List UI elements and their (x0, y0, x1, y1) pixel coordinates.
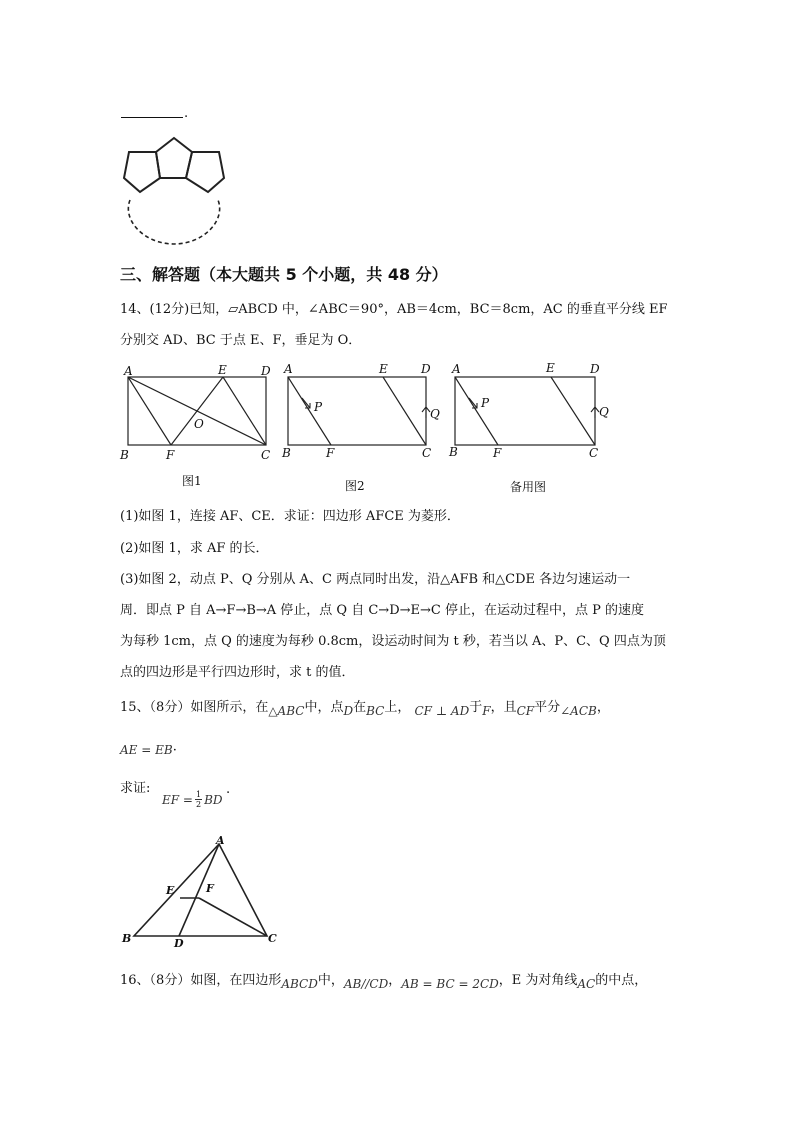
fig1-label-b: B (120, 448, 129, 462)
fig3-label-c: C (589, 446, 599, 460)
q14-sub1: (1)如图 1，连接 AF、CE．求证：四边形 AFCE 为菱形． (120, 509, 460, 524)
fig2-q-arrow-icon (422, 407, 430, 418)
fig2-label-b: B (282, 446, 291, 460)
fig3-label-a: A (452, 362, 461, 376)
q14-sub3-line3: 为每秒 1cm，点 Q 的速度为每秒 0.8cm，设运动时间为 t 秒，若当以 A、P、C、Q 四点为顶 (120, 634, 666, 649)
fig2-label-q: Q (430, 407, 440, 421)
fig3-segment-ec (551, 377, 595, 445)
q15-label-b: B (122, 932, 132, 945)
fig2-label-a: A (284, 362, 293, 376)
q14-line1: 14、(12分)已知，▱ABCD 中，∠ABC＝90°，AB＝4cm，BC＝8cm，AC 的垂直平分线 EF (120, 302, 668, 317)
q15-text-zai: 在 (353, 700, 367, 715)
q15-label-a: A (216, 834, 225, 847)
q15-text-qie: ，且 (490, 700, 517, 715)
q15-triangle-figure (112, 832, 292, 950)
section-3-title: 三、解答题（本大题共 5 个小题，共 48 分） (120, 265, 448, 284)
q15-text-yu: 于 (469, 700, 483, 715)
dashed-arc (128, 200, 219, 244)
q15-text-pingfen: 平分 (534, 700, 561, 715)
fig1-segment-ef (171, 377, 223, 445)
fig3-label-d: D (590, 362, 600, 376)
q14-sub3-line4: 点的四边形是平行四边形时，求 t 的值． (120, 665, 355, 680)
q15-math-f: F (482, 704, 491, 718)
answer-blank-line (121, 117, 183, 118)
fig2-label-f: F (326, 446, 335, 460)
fig3-label-p: P (481, 396, 490, 410)
q15-math-angle: ∠ACB (560, 704, 597, 718)
q15-text-shang: 上， (384, 700, 411, 715)
q16-text-comma2: ，E 为对角线 (498, 973, 578, 988)
q14-sub2: (2)如图 1，求 AF 的长． (120, 541, 269, 556)
triangle-abc (134, 844, 267, 936)
q15-text-zhong: 中，点 (304, 700, 344, 715)
q15-label-c: C (268, 932, 277, 945)
fig3-segment-af (455, 377, 498, 445)
q15-math-d: D (343, 704, 354, 718)
q15-eq-dot: · (172, 743, 177, 758)
fig2-label-d: D (421, 362, 431, 376)
fig2-label-p: P (314, 400, 323, 414)
fig3-label-q: Q (599, 405, 609, 419)
q15-proof-denominator: 2 (195, 800, 202, 809)
right-pentagon (186, 152, 224, 192)
q14-sub3-line1: (3)如图 2，动点 P、Q 分别从 A、C 两点同时出发，沿△AFB 和△CDE 各边匀速运动一 (120, 572, 631, 587)
q15-proof-fraction (195, 790, 202, 809)
fig3-q-arrow-icon (591, 407, 599, 418)
q15-proof-numerator: 1 (195, 790, 202, 799)
q16-line1 (120, 970, 647, 991)
pentagon-figure (118, 134, 230, 248)
fig3-label-b: B (449, 445, 458, 459)
q15-proof-dot: . (226, 782, 231, 797)
q16-math-parallel: AB//CD (343, 977, 389, 991)
q15-proof-rhs: BD (204, 792, 223, 807)
fig3-caption: 备用图 (510, 480, 547, 494)
q15-proof-lhs: EF = (162, 792, 193, 807)
q16-text-end: 的中点， (595, 973, 648, 988)
q16-math-abcd: ABCD (281, 977, 318, 991)
fig1-label-a: A (124, 364, 133, 378)
q15-math-cf: CF (516, 704, 535, 718)
q15-given-eq (120, 740, 177, 761)
fig3-label-e: E (546, 361, 555, 375)
q14-sub3-line2: 周．即点 P 自 A→F→B→A 停止，点 Q 自 C→D→E→C 停止，在运动过程中，点 P 的速度 (120, 603, 644, 618)
fig2-segment-ec (383, 377, 426, 445)
q15-line1 (120, 697, 610, 718)
q15-math-perp: CF ⊥ AD (414, 704, 470, 718)
q15-math-ae-eb: AE = EB (120, 743, 173, 757)
fig2-label-e: E (379, 362, 388, 376)
fig1-label-d: D (261, 364, 271, 378)
fig2-caption: 图2 (345, 479, 365, 493)
q15-text-comma: ， (596, 700, 610, 715)
q15-math-triangle: △ABC (268, 704, 305, 718)
q15-label-e: E (166, 884, 175, 897)
fig2-label-c: C (422, 446, 432, 460)
q15-label-f: F (206, 882, 214, 895)
q15-prove-label: 求证: (120, 781, 151, 796)
fig1-label-f: F (166, 448, 175, 462)
q15-prefix: 15、（8分）如图所示，在 (120, 700, 269, 715)
fig1-label-o: O (194, 417, 204, 431)
fig2-segment-af (288, 377, 331, 445)
q16-math-equal: AB = BC = 2CD (401, 977, 499, 991)
q16-text-zhong: 中， (317, 973, 344, 988)
q16-prefix: 16、（8分）如图，在四边形 (120, 973, 282, 988)
fig1-label-e: E (218, 363, 227, 377)
fig2-rectangle (288, 377, 426, 445)
q15-label-d: D (174, 937, 184, 950)
q15-math-bc: BC (366, 704, 385, 718)
left-pentagon (124, 152, 160, 192)
fig3-label-f: F (493, 446, 502, 460)
q16-math-ac: AC (577, 977, 596, 991)
q14-line2: 分别交 AD、BC 于点 E、F，垂足为 O． (120, 333, 362, 348)
q16-text-comma1: ， (388, 973, 402, 988)
fig1-label-c: C (261, 448, 271, 462)
fig1-caption: 图1 (182, 474, 202, 488)
q15-proof-formula (162, 790, 223, 809)
q14-figures (116, 360, 616, 500)
answer-blank-dot: . (184, 106, 189, 121)
